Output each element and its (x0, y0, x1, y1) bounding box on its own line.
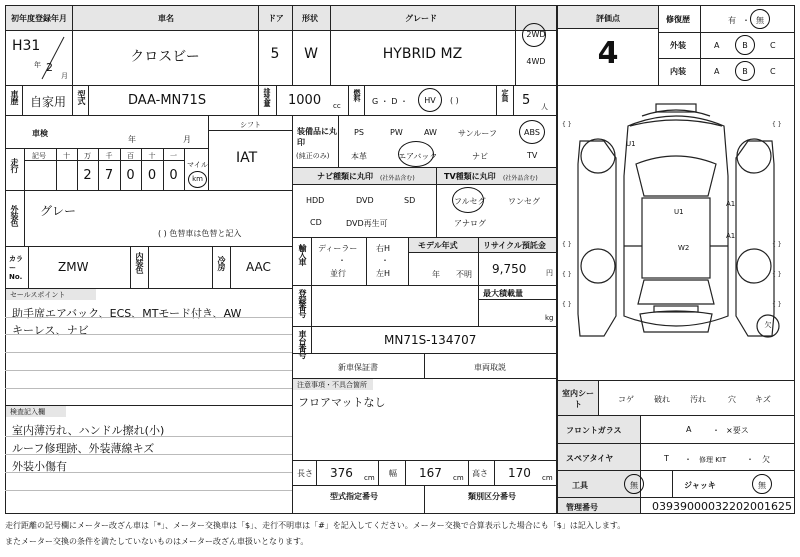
equipment-item: エアバック (398, 152, 438, 161)
recycle-unit: 円 (546, 269, 553, 277)
navi-item: DVD (356, 196, 374, 205)
seat-item: キズ (755, 395, 771, 404)
fuel-paren: ( ) (450, 96, 459, 105)
spare-item: ・ (746, 455, 754, 464)
mileage-unit: 百 (127, 152, 134, 160)
equipment-item: ABS (524, 128, 540, 137)
rear-glass (638, 280, 714, 304)
repair-dot: ・ (742, 16, 750, 25)
width-value: 167 (419, 466, 442, 480)
left-rear-wheel (581, 249, 615, 283)
model-label: 型式 (77, 90, 86, 104)
model-code: DAA-MN71S (128, 93, 207, 108)
warranty-label: 新車保証書 (338, 363, 378, 372)
recycle-value: 9,750 (492, 262, 527, 276)
import-label: 輸入車 (298, 244, 307, 265)
jack-label: ジャッキ (684, 481, 716, 490)
usage-value: 自家用 (30, 95, 67, 109)
seat-item: 穴 (728, 395, 736, 404)
import-right: 右H (376, 244, 391, 253)
right-side-outline (736, 141, 774, 336)
equipment-item: AW (424, 128, 437, 137)
height-value: 170 (508, 466, 531, 480)
svg-text:{ }: { } (772, 121, 782, 128)
first-reg-label: 初年度登録年月 (11, 14, 67, 23)
damage-marker: W2 (678, 244, 690, 252)
equipment-label: 装備品に丸印 (297, 127, 337, 147)
tv-item: フルセグ (454, 197, 486, 206)
import-dealer: ディーラー (318, 244, 358, 253)
navi-label: ナビ種類に丸印 (317, 172, 373, 181)
shift-label: シフト (240, 121, 261, 129)
spare-item: T (664, 454, 669, 463)
interior-color-label: 内装色 (135, 252, 144, 273)
class-number-label: 類別区分番号 (468, 492, 516, 501)
mileage-digit: 2 (83, 168, 92, 183)
model-year-unit: 年 (432, 270, 440, 279)
capacity-value: 5 (522, 93, 531, 108)
color-code-label: カラーNo. (9, 255, 23, 281)
color-label: 外装色 (10, 205, 19, 226)
repair-label: 修復歴 (666, 15, 690, 24)
windshield-item: ×要ス (726, 426, 749, 435)
reg-era-year: H31 (12, 38, 41, 54)
model-year-value: 不明 (456, 270, 472, 279)
jack-value: 無 (758, 481, 766, 490)
km-label: km (192, 175, 203, 183)
car-damage-diagram (558, 86, 794, 380)
inspector-note-line: ルーフ修理跡、外装薄線キズ (12, 442, 155, 455)
max-load-unit: kg (545, 314, 554, 322)
max-load-label: 最大積載量 (483, 289, 523, 298)
repair-yes: 有 (728, 16, 736, 25)
windshield-item: A (686, 425, 692, 434)
sales-point-line: 助手席エアバック、ECS、MTモード付き、AW (12, 307, 242, 320)
equipment-item: PW (390, 128, 403, 137)
interior-grade-c: C (770, 67, 776, 76)
equipment-sub-label: (純正のみ) (296, 152, 330, 160)
mileage-unit: 一 (170, 152, 177, 160)
damage-marker: A1 (726, 232, 736, 240)
grade-value: HYBRID MZ (382, 46, 463, 62)
fuel-label: 燃料 (353, 89, 361, 101)
car-name: クロスビー (130, 49, 200, 65)
damage-marker: U1 (674, 208, 684, 216)
mileage-label: 走行 (10, 158, 19, 172)
tv-label: TV種類に丸印 (444, 172, 496, 181)
displacement-unit: cc (333, 102, 341, 110)
drive-4wd: 4WD (526, 57, 546, 66)
score-label: 評価点 (596, 14, 620, 23)
damage-marker: A1 (726, 200, 736, 208)
spare-item: 欠 (762, 455, 770, 464)
inspector-note-line: 室内薄汚れ、ハンドル擦れ(小) (12, 424, 165, 437)
model-year-label: モデル年式 (418, 241, 458, 250)
import-parallel: 並行 (330, 269, 346, 278)
management-label: 管理番号 (566, 503, 598, 512)
svg-text:{ }: { } (562, 241, 572, 248)
doors-value: 5 (270, 46, 280, 62)
seat-item: 汚れ (690, 395, 706, 404)
windshield (636, 156, 716, 196)
interior-grade-b: B (742, 67, 748, 76)
management-value: 03939000032202001625 (652, 500, 792, 513)
tools-value: 無 (630, 481, 638, 490)
color-note: ( ) 色替車は色替と記入 (158, 229, 242, 238)
cooling-value: AAC (246, 260, 271, 274)
interior-grade-a: A (714, 67, 720, 76)
capacity-label: 定員 (501, 89, 509, 101)
shape-value: W (304, 46, 318, 62)
sales-point-line: キーレス、ナビ (12, 324, 89, 337)
navi-label-sub: (社外品含む) (380, 175, 415, 182)
right-front-wheel (737, 139, 771, 173)
cooling-label: 冷房 (217, 256, 226, 270)
tv-label-sub: (社外品含む) (503, 175, 538, 182)
color-value: グレー (40, 204, 77, 218)
inspector-note-line: 外装小傷有 (12, 460, 67, 473)
svg-text:{ }: { } (772, 301, 782, 308)
tools-label: 工具 (572, 481, 588, 490)
windshield-item: ・ (712, 426, 720, 435)
footer-note-2: またメーター交換の条件を満たしていないものはメーター改ざん車扱いとなります。 (5, 537, 309, 546)
left-front-wheel (581, 139, 615, 173)
exterior-grade-a: A (714, 41, 720, 50)
notice-text: フロアマットなし (298, 396, 386, 409)
inspection-year: 年 (128, 135, 136, 144)
damage-marker: U1 (626, 140, 636, 148)
color-code-value: ZMW (58, 260, 89, 274)
length-value: 376 (330, 466, 353, 480)
mileage-sub-label: 記号 (32, 152, 46, 160)
left-side-outline (578, 141, 616, 336)
mileage-unit: 十 (148, 152, 156, 160)
exterior-grade-b: B (742, 41, 748, 50)
door-label: ドア (268, 14, 284, 23)
repair-no: 無 (756, 16, 764, 25)
equipment-item: 本革 (351, 152, 367, 161)
navi-item: CD (310, 218, 322, 227)
mileage-digit: 0 (169, 168, 178, 183)
svg-text:{ }: { } (772, 241, 782, 248)
mileage-unit: 千 (105, 152, 113, 160)
capacity-unit: 人 (541, 103, 548, 111)
fuel-selected: HV (424, 96, 436, 105)
inspection-label: 車検 (32, 129, 48, 138)
mileage-digit: 7 (104, 168, 114, 183)
inspection-month: 月 (183, 135, 191, 144)
grade-label: グレード (405, 14, 437, 23)
chassis-label: 車台番号 (298, 330, 307, 358)
import-dot: ・ (338, 256, 346, 265)
exterior-label: 外装 (670, 41, 686, 50)
seat-item: 破れ (654, 395, 670, 404)
chip-marker: 欠 (764, 321, 772, 329)
mileage-digit: 0 (126, 168, 135, 183)
car-name-label: 車名 (158, 14, 174, 23)
mileage-unit: 十 (63, 152, 70, 160)
windshield-label: フロントガラス (566, 426, 622, 435)
mile-label: マイル (187, 161, 208, 169)
length-unit: cm (364, 474, 375, 482)
import-left: 左H (376, 269, 391, 278)
tv-item: アナログ (454, 219, 486, 228)
width-label: 幅 (389, 469, 397, 478)
reg-month-unit: 月 (61, 72, 68, 80)
import-dot: ・ (381, 256, 389, 265)
spare-label: スペアタイヤ (566, 454, 614, 463)
right-rear-wheel (737, 249, 771, 283)
interior-label: 内装 (670, 67, 686, 76)
equipment-item: サンルーフ (458, 129, 497, 138)
recycle-label: リサイクル預託金 (483, 241, 546, 250)
mileage-digit: 0 (147, 168, 157, 183)
svg-text:{ }: { } (772, 271, 782, 278)
navi-item: DVD再生可 (346, 219, 388, 228)
inspector-notes-label: 検査記入欄 (10, 408, 45, 416)
score-value: 4 (597, 36, 619, 71)
height-unit: cm (542, 474, 553, 482)
manual-label: 車両取説 (474, 363, 506, 372)
equipment-item: TV (527, 151, 538, 160)
shift-value: IAT (236, 150, 258, 166)
seat-label: 室内シート (562, 389, 594, 409)
type-number-label: 型式指定番号 (330, 492, 378, 501)
spare-item: ・ (684, 455, 692, 464)
top-view-body (624, 116, 728, 326)
svg-text:{ }: { } (562, 301, 572, 308)
chassis-value: MN71S-134707 (384, 333, 477, 347)
width-unit: cm (453, 474, 464, 482)
spare-item: 修理 KIT (699, 456, 727, 464)
usage-label: 車歴 (10, 90, 19, 104)
equipment-item: PS (354, 128, 364, 137)
height-label: 高さ (472, 469, 488, 478)
footer-note-1: 走行距離の記号欄にメーター改ざん車は「*」、メーター交換車は「$」、走行不明車は「#」を記入してください。メーター交換で合算表示した場合にも「$」は記入します。 (5, 521, 626, 530)
sales-points-label: セールスポイント (10, 291, 66, 299)
navi-item: HDD (306, 196, 325, 205)
exterior-grade-c: C (770, 41, 776, 50)
notice-label: 注意事項・不具合箇所 (297, 381, 367, 389)
reg-year-unit: 年 (34, 61, 41, 69)
length-label: 長さ (297, 469, 313, 478)
navi-item: SD (404, 196, 416, 205)
reg-month: 2 (46, 61, 53, 74)
fuel-options: G ・ D ・ (372, 97, 408, 106)
seat-item: コゲ (618, 395, 634, 404)
tv-item: ワンセグ (508, 197, 540, 206)
equipment-item: ナビ (472, 152, 488, 161)
shape-label: 形状 (302, 14, 318, 23)
disp-label: 排気量 (263, 88, 271, 106)
svg-text:{ }: { } (562, 121, 572, 128)
rear-view (640, 311, 712, 332)
mileage-unit: 万 (84, 152, 91, 160)
reg-number-label: 登録番号 (298, 289, 307, 317)
displacement: 1000 (288, 93, 322, 108)
svg-text:{ }: { } (562, 271, 572, 278)
drive-2wd: 2WD (526, 30, 546, 39)
